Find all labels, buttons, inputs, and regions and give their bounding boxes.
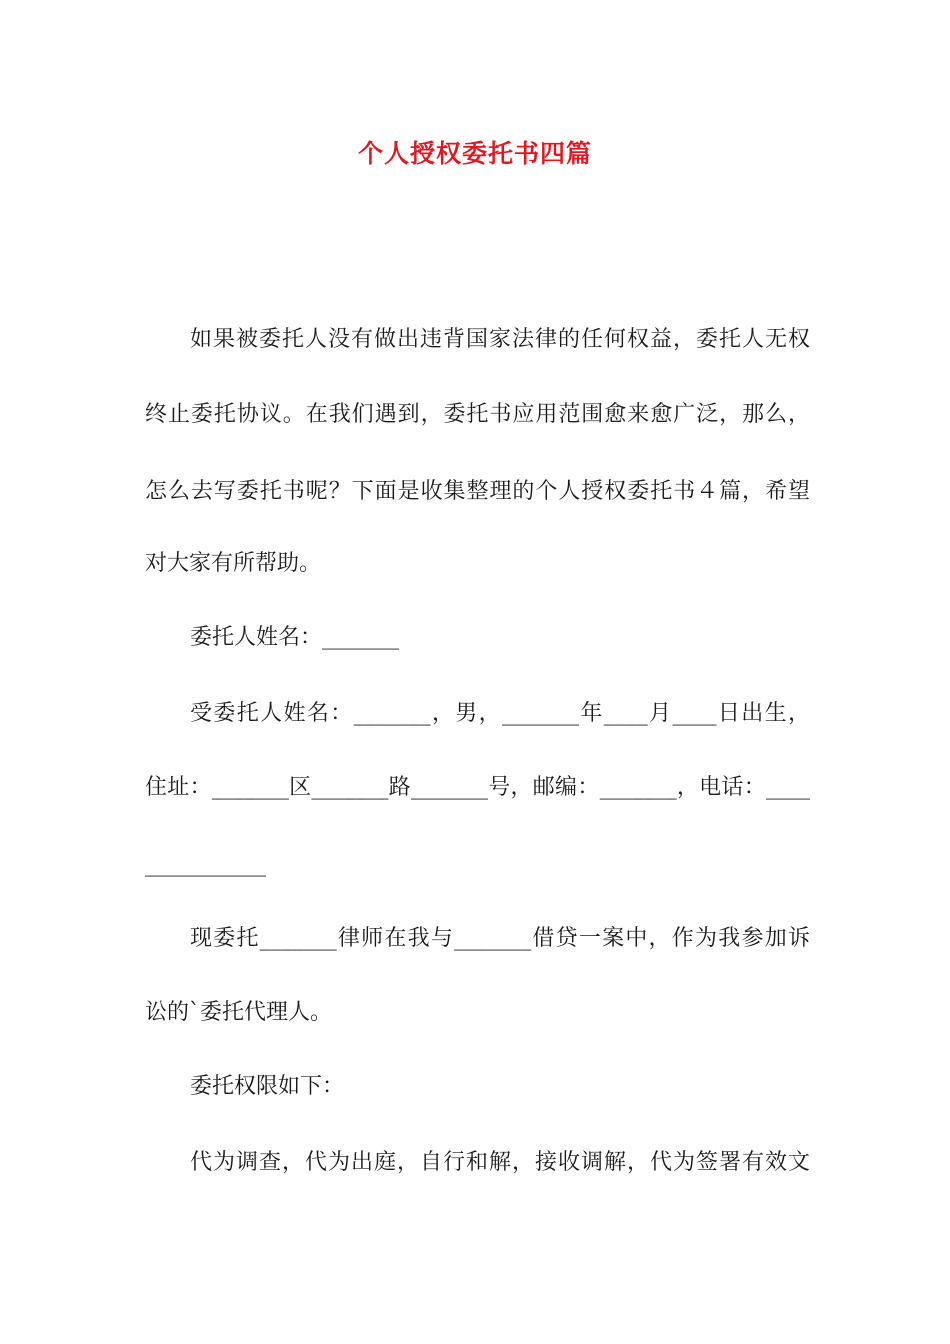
paragraph-line: 讼的`委托代理人。 xyxy=(145,1000,333,1025)
document-title: 个人授权委托书四篇 xyxy=(357,139,592,168)
field-line-address: 住址：_______区_______路_______号，邮编：_______，电话：____ xyxy=(145,775,810,800)
field-line-principal-name: 委托人姓名：_______ xyxy=(190,625,400,650)
paragraph-line: 对大家有所帮助。 xyxy=(145,551,322,576)
field-line-phone-cont: ___________ xyxy=(145,852,266,877)
paragraph-line: 终止委托协议。在我们遇到，委托书应用范围愈来愈广泛，那么， xyxy=(145,402,810,427)
paragraph-line: 怎么去写委托书呢？下面是收集整理的个人授权委托书４篇，希望 xyxy=(145,479,810,504)
paragraph-line: 如果被委托人没有做出违背国家法律的任何权益，委托人无权 xyxy=(190,327,810,352)
paragraph-line: 现委托_______律师在我与_______借贷一案中，作为我参加诉 xyxy=(190,926,810,951)
section-heading: 委托权限如下： xyxy=(190,1074,345,1099)
paragraph-line: 代为调查，代为出庭，自行和解，接收调解，代为签署有效文 xyxy=(190,1150,810,1175)
field-line-agent-name: 受委托人姓名：_______，男，_______年____月____日出生， xyxy=(190,701,810,726)
